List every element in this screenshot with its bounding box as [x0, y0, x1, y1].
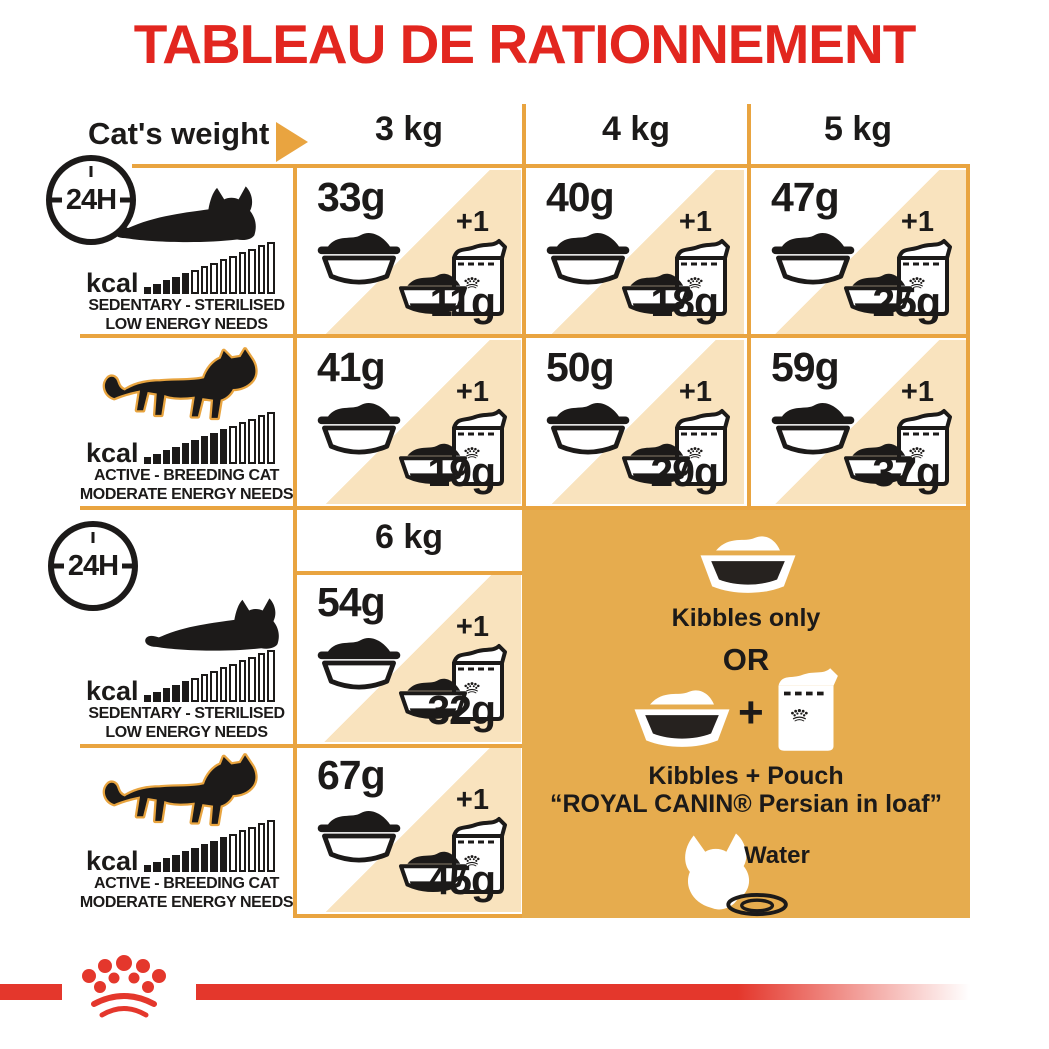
profile-caption	[68, 704, 305, 742]
profile-caption-line1: SEDENTARY - STERILISED	[88, 297, 285, 314]
plus-one-pouch-label: +1	[455, 376, 489, 408]
ration-cell-sedentary-3kg	[297, 170, 521, 334]
kcal-bars-icon	[144, 410, 275, 464]
kibbles-bowl-white-icon	[628, 688, 736, 750]
24h-badge-icon	[46, 155, 136, 245]
kibbles-pouch-label: Kibbles + Pouch	[648, 762, 844, 790]
kibbles-grams: 50g	[546, 344, 614, 390]
kibbles-only-label: Kibbles only	[671, 604, 821, 632]
kcal-meter	[86, 648, 293, 706]
cats-weight-label: Cat's weight	[88, 116, 270, 151]
or-label: OR	[722, 642, 770, 677]
column-header-3kg: 3 kg	[374, 110, 444, 148]
ration-cell-active-3kg	[297, 340, 521, 504]
plus-one-pouch-label: +1	[455, 206, 489, 238]
plus-one-pouch-label: +1	[678, 206, 712, 238]
kcal-bars-icon	[144, 648, 275, 702]
column-header-4kg: 4 kg	[601, 110, 671, 148]
plus-one-pouch-label: +1	[455, 611, 489, 643]
profile-caption-line2: LOW ENERGY NEEDS	[105, 724, 268, 741]
plus-icon: +	[738, 688, 764, 737]
kibbles-grams: 33g	[317, 174, 385, 220]
24h-badge-icon	[48, 521, 138, 611]
drinking-cat-water-icon	[668, 822, 802, 918]
page-title: TABLEAU DE RATIONNEMENT	[133, 13, 916, 75]
product-name-label: “ROYAL CANIN® Persian in loaf”	[549, 790, 943, 818]
grid-hline-header	[132, 164, 970, 168]
kcal-label: kcal	[86, 676, 139, 706]
24h-badge-text: 24H	[65, 183, 117, 216]
mix-grams: 18g	[650, 279, 718, 325]
clock-dash-icon	[51, 198, 62, 203]
plus-one-pouch-label: +1	[678, 376, 712, 408]
ration-cell-active-6kg	[297, 748, 521, 912]
kibbles-grams: 54g	[317, 579, 385, 625]
ration-cell-sedentary-5kg	[751, 170, 966, 334]
ration-cell-sedentary-4kg	[526, 170, 744, 334]
kibbles-bowl-white-icon	[694, 534, 802, 596]
mix-grams: 29g	[650, 449, 718, 495]
clock-tick-icon	[90, 166, 93, 177]
mix-grams: 32g	[427, 687, 495, 733]
grid-hline-row1-row2	[80, 334, 970, 338]
profile-caption	[68, 296, 305, 334]
profile-caption-line2: MODERATE ENERGY NEEDS	[79, 894, 294, 911]
royal-canin-crown-logo	[72, 954, 176, 1026]
ration-cell-active-5kg	[751, 340, 966, 504]
clock-tick-icon	[92, 532, 95, 543]
profile-caption	[68, 466, 305, 504]
kibbles-grams: 67g	[317, 752, 385, 798]
feeding-legend-panel	[522, 510, 970, 918]
profile-caption-line1: SEDENTARY - STERILISED	[88, 705, 285, 722]
profile-active	[80, 340, 293, 504]
water-label: Water	[744, 842, 810, 869]
profile-caption-line1: ACTIVE - BREEDING CAT	[93, 467, 280, 484]
mix-grams: 25g	[872, 279, 940, 325]
mix-grams: 37g	[872, 449, 940, 495]
pouch-white-icon	[774, 666, 838, 754]
grid-hline-bottom	[295, 914, 522, 918]
clock-dash-icon	[120, 198, 131, 203]
kcal-meter	[86, 410, 293, 468]
ration-cell-active-4kg	[526, 340, 744, 504]
column-header-6kg: 6 kg	[374, 518, 444, 556]
column-header-5kg: 5 kg	[823, 110, 893, 148]
profile-active	[80, 748, 293, 912]
kcal-label: kcal	[86, 846, 139, 876]
plus-one-pouch-label: +1	[455, 784, 489, 816]
clock-dash-icon	[122, 564, 133, 569]
profile-caption-line2: LOW ENERGY NEEDS	[105, 316, 268, 333]
kibbles-grams: 40g	[546, 174, 614, 220]
mix-grams: 19g	[427, 449, 495, 495]
kcal-bars-icon	[144, 818, 275, 872]
kibbles-grams: 47g	[771, 174, 839, 220]
profile-caption-line2: MODERATE ENERGY NEEDS	[79, 486, 294, 503]
kcal-meter	[86, 240, 293, 298]
brand-stripe-right	[196, 984, 970, 1000]
plus-one-pouch-label: +1	[900, 206, 934, 238]
arrow-right-icon	[276, 122, 308, 162]
clock-dash-icon	[53, 564, 64, 569]
plus-one-pouch-label: +1	[900, 376, 934, 408]
kcal-bars-icon	[144, 240, 275, 294]
profile-caption	[68, 874, 305, 912]
kcal-meter	[86, 818, 293, 876]
mix-grams: 11g	[429, 279, 495, 325]
brand-stripe-left	[0, 984, 62, 1000]
profile-caption-line1: ACTIVE - BREEDING CAT	[93, 875, 280, 892]
kibbles-grams: 59g	[771, 344, 839, 390]
kcal-label: kcal	[86, 438, 139, 468]
ration-cell-sedentary-6kg	[297, 575, 521, 742]
kcal-label: kcal	[86, 268, 139, 298]
24h-badge-text: 24H	[67, 549, 119, 582]
mix-grams: 45g	[427, 857, 495, 903]
kibbles-grams: 41g	[317, 344, 385, 390]
